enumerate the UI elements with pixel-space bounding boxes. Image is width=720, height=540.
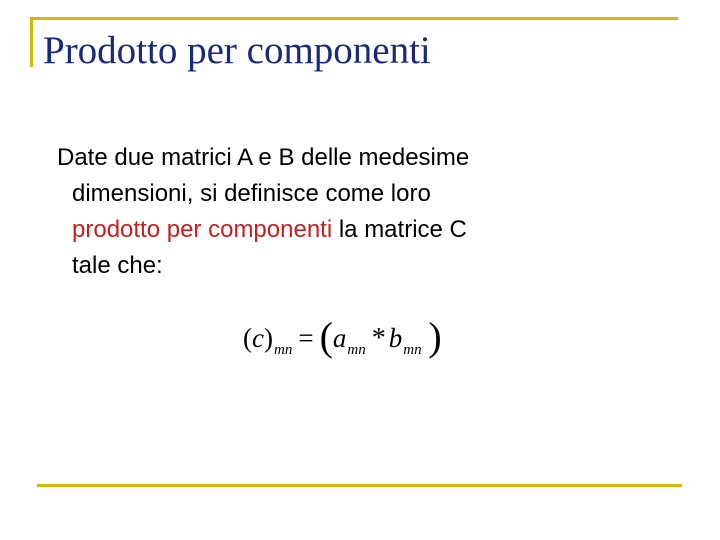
formula-a-subscript: mn [347, 342, 366, 358]
slide-title: Prodotto per componenti [43, 29, 431, 72]
left-rule-divider [30, 17, 33, 67]
formula-lhs-subscript: mn [273, 342, 293, 358]
formula-b: b [388, 323, 403, 353]
formula-lhs-var: c [252, 323, 264, 353]
slide-body-text [57, 140, 617, 284]
formula-open-paren: ( [319, 314, 333, 359]
bottom-rule-divider [37, 484, 682, 487]
formula-close-paren: ) [428, 314, 442, 359]
body-line-4: tale che: [72, 252, 163, 279]
formula-lhs-close-paren: ) [263, 323, 273, 353]
formula-a: a [332, 323, 347, 353]
body-line-3 [57, 212, 617, 248]
highlighted-term: prodotto per componenti [72, 216, 333, 243]
formula-b-subscript: mn [403, 342, 422, 358]
body-line-2: dimensioni, si definisce come loro [72, 180, 431, 207]
body-line-3-rest: la matrice C [332, 216, 467, 243]
formula-star-operator: * [371, 323, 386, 354]
formula-equals: = [298, 323, 314, 353]
body-line-1: Date due matrici A e B delle medesime [57, 144, 470, 171]
formula-lhs-open-paren: ( [243, 323, 252, 353]
formula [243, 314, 442, 363]
top-rule-divider [30, 17, 678, 20]
